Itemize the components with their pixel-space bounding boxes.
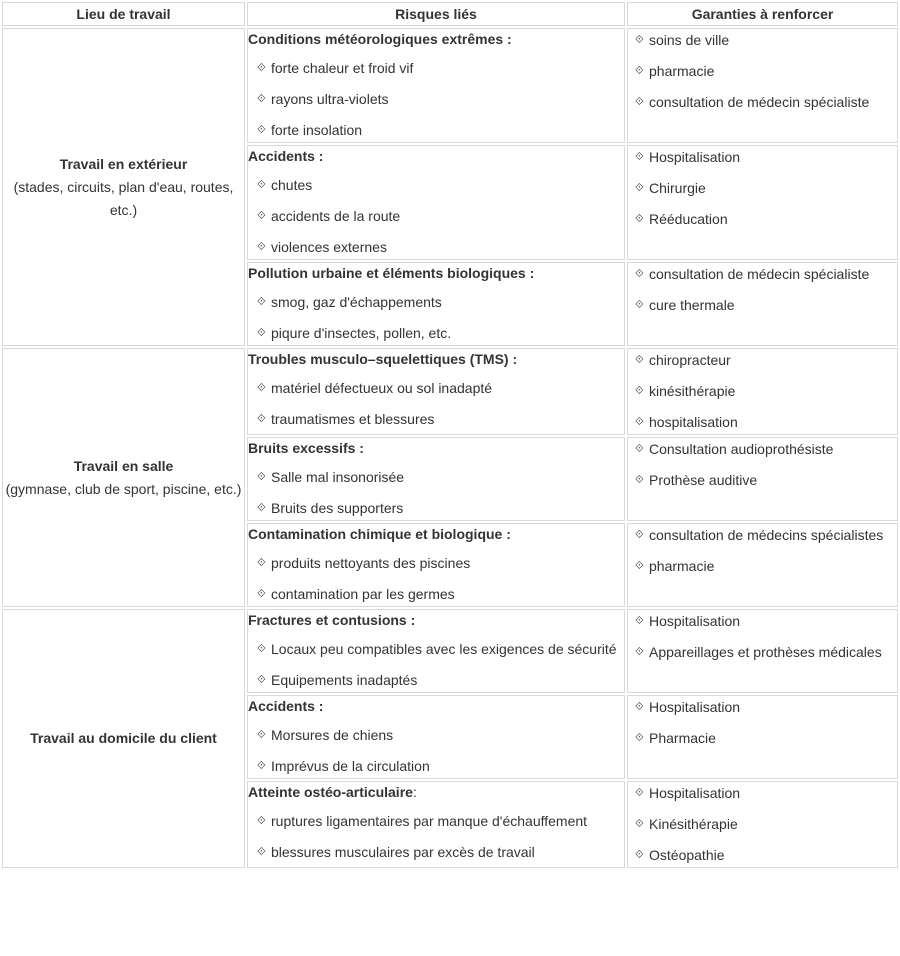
risk-title-text: Accidents :: [248, 148, 324, 164]
guarantee-item-text: Consultation audioprothésiste: [649, 441, 834, 457]
diamond-bullet-icon: ⟐: [257, 557, 266, 569]
risk-list: [248, 57, 624, 142]
diamond-bullet-icon: ⟐: [635, 443, 644, 455]
risk-item-text: Imprévus de la circulation: [271, 758, 430, 774]
risk-cell: [247, 437, 625, 521]
guarantee-item-text: kinésithérapie: [649, 383, 736, 399]
list-item: [628, 29, 897, 52]
risk-title-text: Accidents :: [248, 698, 324, 714]
risk-item-text: smog, gaz d'échappements: [271, 294, 442, 310]
risk-title: [248, 263, 624, 283]
header-risques: Risques liés: [247, 2, 625, 26]
list-item: [248, 638, 624, 661]
diamond-bullet-icon: ⟐: [257, 241, 266, 253]
list-item: [248, 724, 624, 747]
guarantee-item-text: Hospitalisation: [649, 149, 741, 165]
guarantee-item-text: consultation de médecins spécialistes: [649, 527, 884, 543]
risk-item-text: matériel défectueux ou sol inadapté: [271, 380, 493, 396]
risk-list: [248, 552, 624, 606]
guarantee-item-text: Ostéopathie: [649, 847, 725, 863]
diamond-bullet-icon: ⟐: [257, 502, 266, 514]
risk-title: [248, 782, 624, 802]
diamond-bullet-icon: ⟐: [257, 643, 266, 655]
risk-item-text: ruptures ligamentaires par manque d'échauffement: [271, 813, 588, 829]
risk-title: [248, 349, 624, 369]
diamond-bullet-icon: ⟐: [635, 818, 644, 830]
diamond-bullet-icon: ⟐: [257, 471, 266, 483]
guarantee-item-text: Rééducation: [649, 211, 728, 227]
risk-item-text: piqure d'insectes, pollen, etc.: [271, 325, 452, 341]
diamond-bullet-icon: ⟐: [257, 729, 266, 741]
guarantee-list: [628, 438, 897, 492]
header-lieu: Lieu de travail: [2, 2, 245, 26]
risk-list: [248, 810, 624, 864]
diamond-bullet-icon: ⟐: [635, 529, 644, 541]
table-row: [2, 609, 898, 693]
list-item: [628, 380, 897, 403]
diamond-bullet-icon: ⟐: [635, 65, 644, 77]
risk-cell: [247, 262, 625, 346]
risk-title: [248, 610, 624, 630]
diamond-bullet-icon: ⟐: [635, 268, 644, 280]
risk-title-text: Atteinte ostéo-articulaire: [248, 784, 413, 800]
risk-title-text: Pollution urbaine et éléments biologiques :: [248, 265, 535, 281]
list-item: [628, 91, 897, 114]
list-item: [248, 552, 624, 575]
risk-title-text: Fractures et contusions :: [248, 612, 416, 628]
guarantee-list: [628, 349, 897, 434]
diamond-bullet-icon: ⟐: [257, 327, 266, 339]
diamond-bullet-icon: ⟐: [257, 815, 266, 827]
diamond-bullet-icon: ⟐: [635, 182, 644, 194]
list-item: [248, 669, 624, 692]
table-row: [2, 348, 898, 435]
list-item: [248, 377, 624, 400]
risk-title: [248, 696, 624, 716]
guarantee-item-text: soins de ville: [649, 32, 730, 48]
risk-title-text: Conditions météorologiques extrêmes :: [248, 31, 512, 47]
guarantee-item-text: Pharmacie: [649, 730, 716, 746]
guarantee-list: [628, 696, 897, 750]
list-item: [248, 810, 624, 833]
risk-item-text: Salle mal insonorisée: [271, 469, 405, 485]
workplace-title: Travail en extérieur: [59, 155, 188, 172]
risk-title-text: Bruits excessifs :: [248, 440, 364, 456]
list-item: [628, 411, 897, 434]
workplace-title: Travail en salle: [73, 457, 174, 474]
risk-title: [248, 524, 624, 544]
risk-cell: [247, 523, 625, 607]
diamond-bullet-icon: ⟐: [635, 354, 644, 366]
risk-cell: [247, 695, 625, 779]
guarantee-item-text: chiropracteur: [649, 352, 731, 368]
header-row: [2, 2, 898, 26]
diamond-bullet-icon: ⟐: [635, 849, 644, 861]
diamond-bullet-icon: ⟐: [635, 732, 644, 744]
diamond-bullet-icon: ⟐: [257, 674, 266, 686]
diamond-bullet-icon: ⟐: [635, 646, 644, 658]
risk-item-text: rayons ultra-violets: [271, 91, 389, 107]
risk-list: [248, 377, 624, 431]
list-item: [628, 60, 897, 83]
list-item: [628, 782, 897, 805]
list-item: [628, 844, 897, 867]
diamond-bullet-icon: ⟐: [257, 413, 266, 425]
diamond-bullet-icon: ⟐: [635, 151, 644, 163]
list-item: [628, 263, 897, 286]
workplace-cell: [2, 28, 245, 346]
list-item: [628, 349, 897, 372]
risk-item-text: contamination par les germes: [271, 586, 455, 602]
risk-list: [248, 638, 624, 692]
diamond-bullet-icon: ⟐: [257, 382, 266, 394]
workplace-detail: (gymnase, club de sport, piscine, etc.): [5, 480, 242, 497]
risk-cell: [247, 781, 625, 868]
workplace-title: Travail au domicile du client: [30, 730, 217, 746]
risk-item-text: Morsures de chiens: [271, 727, 394, 743]
risk-item-text: forte chaleur et froid vif: [271, 60, 414, 76]
diamond-bullet-icon: ⟐: [635, 385, 644, 397]
risk-title-suffix: :: [412, 784, 417, 800]
guarantee-cell: [627, 145, 898, 260]
risk-item-text: chutes: [271, 177, 313, 193]
guarantee-list: [628, 524, 897, 578]
risk-item-text: blessures musculaires par excès de travail: [271, 844, 535, 860]
risk-item-text: violences externes: [271, 239, 387, 255]
list-item: [628, 555, 897, 578]
risk-item-text: traumatismes et blessures: [271, 411, 435, 427]
list-item: [628, 813, 897, 836]
diamond-bullet-icon: ⟐: [635, 787, 644, 799]
workplace-detail: (stades, circuits, plan d'eau, routes, etc.): [13, 178, 234, 218]
risk-item-text: Bruits des supporters: [271, 500, 404, 516]
guarantee-cell: [627, 523, 898, 607]
diamond-bullet-icon: ⟐: [635, 299, 644, 311]
risk-title: [248, 146, 624, 166]
guarantee-item-text: hospitalisation: [649, 414, 738, 430]
diamond-bullet-icon: ⟐: [635, 615, 644, 627]
guarantee-cell: [627, 348, 898, 435]
list-item: [248, 583, 624, 606]
risk-list: [248, 466, 624, 520]
guarantee-cell: [627, 609, 898, 693]
diamond-bullet-icon: ⟐: [257, 846, 266, 858]
list-item: [248, 497, 624, 520]
list-item: [248, 466, 624, 489]
guarantee-list: [628, 263, 897, 317]
list-item: [248, 88, 624, 111]
guarantee-item-text: Prothèse auditive: [649, 472, 758, 488]
risk-title: [248, 438, 624, 458]
diamond-bullet-icon: ⟐: [635, 560, 644, 572]
risk-title-text: Troubles musculo–squelettiques (TMS) :: [248, 351, 518, 367]
list-item: [248, 236, 624, 259]
list-item: [248, 291, 624, 314]
guarantee-cell: [627, 695, 898, 779]
list-item: [248, 57, 624, 80]
guarantee-item-text: consultation de médecin spécialiste: [649, 94, 870, 110]
list-item: [628, 294, 897, 317]
risk-cell: [247, 348, 625, 435]
guarantee-cell: [627, 781, 898, 868]
risk-list: [248, 291, 624, 345]
risk-cell: [247, 609, 625, 693]
table-row: [2, 28, 898, 143]
risk-item-text: Equipements inadaptés: [271, 672, 418, 688]
diamond-bullet-icon: ⟐: [635, 474, 644, 486]
guarantee-item-text: Hospitalisation: [649, 785, 741, 801]
risk-list: [248, 174, 624, 259]
list-item: [248, 841, 624, 864]
list-item: [628, 727, 897, 750]
list-item: [248, 174, 624, 197]
guarantee-cell: [627, 437, 898, 521]
diamond-bullet-icon: ⟐: [257, 760, 266, 772]
workplace-cell: [2, 609, 245, 868]
diamond-bullet-icon: ⟐: [257, 62, 266, 74]
list-item: [248, 119, 624, 142]
diamond-bullet-icon: ⟐: [635, 34, 644, 46]
diamond-bullet-icon: ⟐: [635, 213, 644, 225]
guarantee-item-text: pharmacie: [649, 558, 715, 574]
guarantee-item-text: Kinésithérapie: [649, 816, 738, 832]
diamond-bullet-icon: ⟐: [257, 93, 266, 105]
list-item: [628, 177, 897, 200]
list-item: [628, 641, 897, 664]
diamond-bullet-icon: ⟐: [257, 210, 266, 222]
risk-item-text: produits nettoyants des piscines: [271, 555, 471, 571]
list-item: [628, 438, 897, 461]
risk-title-text: Contamination chimique et biologique :: [248, 526, 511, 542]
guarantee-list: [628, 146, 897, 231]
guarantee-list: [628, 610, 897, 664]
guarantee-item-text: cure thermale: [649, 297, 735, 313]
list-item: [628, 208, 897, 231]
guarantee-item-text: pharmacie: [649, 63, 715, 79]
diamond-bullet-icon: ⟐: [257, 124, 266, 136]
list-item: [628, 146, 897, 169]
list-item: [628, 469, 897, 492]
diamond-bullet-icon: ⟐: [635, 416, 644, 428]
guarantee-item-text: Chirurgie: [649, 180, 706, 196]
list-item: [628, 696, 897, 719]
guarantee-item-text: Hospitalisation: [649, 699, 741, 715]
diamond-bullet-icon: ⟐: [635, 96, 644, 108]
diamond-bullet-icon: ⟐: [635, 701, 644, 713]
risk-cell: [247, 145, 625, 260]
list-item: [248, 322, 624, 345]
risk-item-text: accidents de la route: [271, 208, 401, 224]
risk-list: [248, 724, 624, 778]
list-item: [628, 610, 897, 633]
guarantee-item-text: Appareillages et prothèses médicales: [649, 644, 882, 660]
guarantee-item-text: Hospitalisation: [649, 613, 741, 629]
list-item: [248, 408, 624, 431]
diamond-bullet-icon: ⟐: [257, 179, 266, 191]
list-item: [628, 524, 897, 547]
diamond-bullet-icon: ⟐: [257, 588, 266, 600]
guarantee-list: [628, 782, 897, 867]
risk-item-text: forte insolation: [271, 122, 363, 138]
list-item: [248, 205, 624, 228]
risk-title: [248, 29, 624, 49]
guarantee-cell: [627, 262, 898, 346]
guarantee-cell: [627, 28, 898, 143]
diamond-bullet-icon: ⟐: [257, 296, 266, 308]
workplace-cell: [2, 348, 245, 607]
header-garanties: Garanties à renforcer: [627, 2, 898, 26]
risk-cell: [247, 28, 625, 143]
guarantee-list: [628, 29, 897, 114]
risk-item-text: Locaux peu compatibles avec les exigences de sécurité: [271, 641, 617, 657]
guarantee-item-text: consultation de médecin spécialiste: [649, 266, 870, 282]
list-item: [248, 755, 624, 778]
